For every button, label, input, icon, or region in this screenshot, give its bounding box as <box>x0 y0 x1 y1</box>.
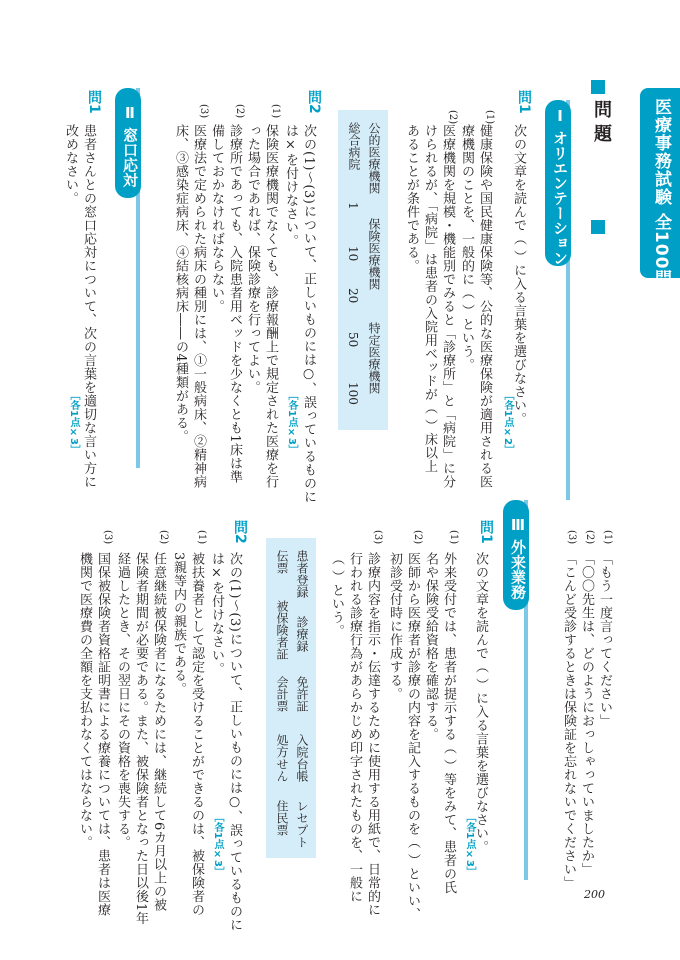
item-text: 初診受付時に作成する。 <box>387 552 402 701</box>
option: 被保険者証 <box>275 600 289 660</box>
item-text: けられるが、「病院」は患者の入院用ベッドが（ ）床以上 <box>422 124 437 474</box>
option: 100 <box>346 382 360 405</box>
q2-prompt: 次の(1)〜(3)について、正しいものには○、誤っているものに <box>227 552 242 932</box>
item-number: (1) <box>270 104 281 119</box>
option: 入院台帳 <box>295 734 309 782</box>
q2-prompt: 次の(1)〜(3)について、正しいものには○、誤っているものに <box>301 124 316 504</box>
option: 処方せん <box>275 734 289 782</box>
item-text: 診療所であっても、入院患者用ベッドを少なくとも1床は準 <box>227 124 242 484</box>
section-3-title: Ⅲ 外来業務 <box>503 500 529 610</box>
options-box <box>338 110 388 430</box>
item-number: (2) <box>447 110 458 125</box>
square-icon <box>591 220 605 234</box>
item-number: (2) <box>234 104 245 119</box>
item-number: (2) <box>412 530 423 545</box>
q2-points: ［各1点×3］ <box>286 390 297 455</box>
item-text: 「こんど受診するときは保険証を忘れないでください」 <box>561 552 576 890</box>
option: 総合病院 <box>347 122 361 170</box>
item-text: 健康保険や国民健康保険等、公的な医療保険が適用される医 <box>477 124 492 489</box>
option: 診療録 <box>295 616 309 652</box>
q2-label: 問2 <box>232 520 248 544</box>
options-box <box>266 538 316 858</box>
item-number: (2) <box>584 530 595 545</box>
item-text: 任意継続被保険者になるためには、継続して6カ月以上の被 <box>151 552 166 912</box>
option: 会計票 <box>275 676 289 712</box>
item-number: (3) <box>102 530 113 545</box>
item-text: 被扶養者として認定を受けることができるのは、被保険者の <box>189 552 204 917</box>
option: 1 <box>346 202 360 210</box>
item-text: 医療機関を規模・機能別でみると「診療所」と「病院」に分 <box>440 124 455 489</box>
item-text: 外来受付では、患者が提示する（ ）等をみて、患者の氏 <box>441 552 456 895</box>
item-text: 医師から医療者が診療の内容を記入するものを（ ）といい、 <box>405 552 420 922</box>
q1-points: ［各1点×3］ <box>68 390 79 455</box>
item-text: （ ）という。 <box>329 552 344 638</box>
item-text: 備しておかなければならない。 <box>209 124 224 313</box>
q1-label: 問1 <box>516 90 532 114</box>
q1-prompt: 改めなさい。 <box>63 124 78 205</box>
section-1-title: Ⅰ オリエンテーション <box>545 100 571 266</box>
item-text: 名や保険受給資格を確認する。 <box>423 552 438 741</box>
section-2-title: Ⅱ 窓口応対 <box>115 88 141 198</box>
mondai-label: 問 題 <box>591 100 612 143</box>
q1-label: 問1 <box>86 90 102 114</box>
item-text: 医療法で定められた病床の種別には、①一般病床、②精神病 <box>191 124 206 489</box>
item-text: 診療内容を指示・伝達するために使用する用紙で、日常的に <box>365 552 380 917</box>
option: 特定医療機関 <box>367 322 381 394</box>
q1-prompt: 患者さんとの窓口応対について、次の言葉を適切な言い方に <box>81 124 96 489</box>
option: 保険医療機関 <box>367 218 381 290</box>
item-text: あることが条件である。 <box>404 124 419 273</box>
item-text: 3親等内の親族である。 <box>171 552 186 696</box>
q1-prompt: 次の文章を読んで（ ）に入る言葉を選びなさい。 <box>473 552 488 854</box>
item-text: 「もう一度言ってください」 <box>597 552 612 728</box>
exam-title-tab <box>640 88 680 288</box>
item-number: (1) <box>448 530 459 545</box>
option: 免許証 <box>295 676 309 712</box>
option: 伝票 <box>275 550 289 574</box>
option: 50 <box>346 332 360 348</box>
q1-label: 問1 <box>478 520 494 544</box>
item-text: 経過したとき、その翌日にその資格を喪失する。 <box>115 552 130 849</box>
item-number: (3) <box>198 104 209 119</box>
item-number: (1) <box>602 530 613 545</box>
item-number: (1) <box>484 110 495 125</box>
item-number: (2) <box>158 530 169 545</box>
q1-points: ［各1点×3］ <box>464 812 475 877</box>
q1-prompt: 次の文章を読んで（ ）に入る言葉を選びなさい。 <box>511 124 526 426</box>
q1-points: ［各1点×2］ <box>502 390 513 455</box>
item-number: (3) <box>372 530 383 545</box>
page-number: 200 <box>584 888 605 901</box>
exam-title: 医療事務試験 全100問 <box>651 98 671 288</box>
item-text: 行われる診療行為があらかじめ印字されたものを、一般に <box>347 552 362 903</box>
option: 公的医療機関 <box>367 122 381 194</box>
item-number: (3) <box>566 530 577 545</box>
item-text: 国保被保険者資格証明書による療養については、患者は医療 <box>95 552 110 917</box>
option: 住民票 <box>275 800 289 836</box>
square-icon <box>591 80 605 94</box>
item-text: 床、③感染症病床、④結核病床――の4種類がある。 <box>173 124 188 444</box>
q2-prompt: は×を付けなさい。 <box>283 124 298 248</box>
item-number: (1) <box>196 530 207 545</box>
option: 患者登録 <box>295 550 309 598</box>
option: 10 <box>346 246 360 262</box>
mondai-heading <box>586 80 610 160</box>
option: レセプト <box>295 800 309 848</box>
item-text: 療機関のことを、一般的に（ ）という。 <box>459 124 474 372</box>
item-text: った場合であれば、保険診療を行ってよい。 <box>245 124 260 394</box>
item-text: 機関で医療費の全額を支払わなくてはならない。 <box>77 552 92 849</box>
item-text: 保険者期間が必要である。また、被保険者となった日以後1年 <box>133 552 148 926</box>
q2-points: ［各1点×3］ <box>212 812 223 877</box>
item-text: 「〇〇先生は、どのようにおっしゃっていましたか」 <box>579 552 594 876</box>
item-text: 保険医療機関でなくても、診療報酬上で規定された医療を行 <box>263 124 278 489</box>
option: 20 <box>346 288 360 304</box>
q2-label: 問2 <box>306 90 322 114</box>
q2-prompt: は×を付けなさい。 <box>209 552 224 676</box>
